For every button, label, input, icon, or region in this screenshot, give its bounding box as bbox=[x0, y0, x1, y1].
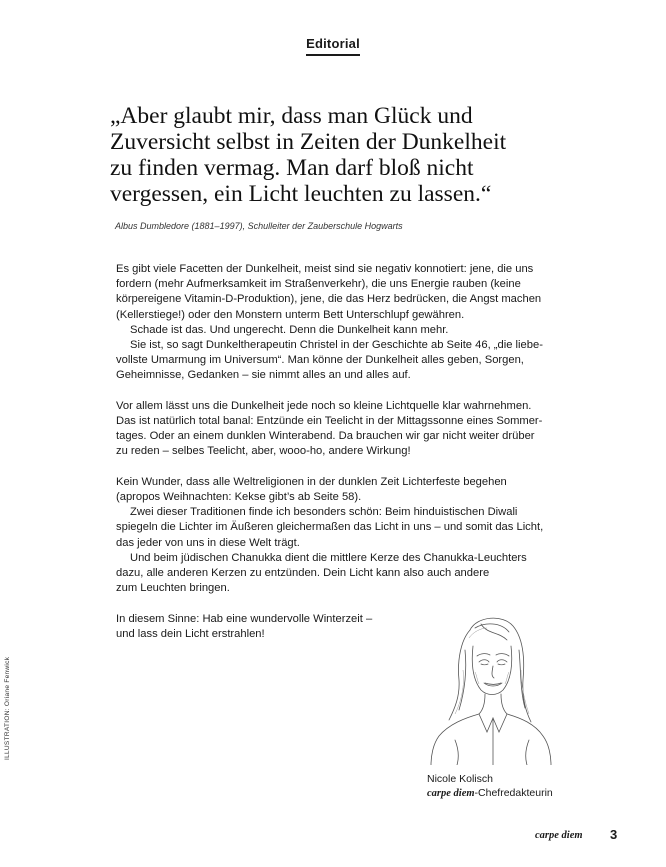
body-paragraph bbox=[116, 399, 556, 460]
body-line: spiegeln die Lichter im Äußeren gleichermaßen das Licht in uns – und somit das Licht, bbox=[116, 521, 544, 534]
author-role-line bbox=[427, 786, 553, 801]
quote-attribution: Albus Dumbledore (1881–1997), Schulleiter der Zauberschule Hogwarts bbox=[115, 221, 403, 231]
page-number: 3 bbox=[610, 827, 618, 842]
quote-line: zu finden vermag. Man darf bloß nicht bbox=[110, 155, 474, 181]
body-line: Schade ist das. Und ungerecht. Denn die Dunkelheit kann mehr. bbox=[130, 323, 449, 336]
body-line: Es gibt viele Facetten der Dunkelheit, meist sind sie negativ konnotiert: jene, die uns bbox=[116, 263, 534, 275]
quote-line: „Aber glaubt mir, dass man Glück und bbox=[110, 103, 473, 129]
body-line: und lass dein Licht erstrahlen! bbox=[116, 627, 265, 640]
author-role: -Chefredakteurin bbox=[474, 787, 553, 799]
body-line: fordern (mehr Aufmerksamkeit im Straßenverkehr), die uns Energie rauben (keine bbox=[116, 278, 521, 291]
body-line: dazu, alle anderen Kerzen zu entzünden. Dein Licht kann also auch andere bbox=[116, 567, 490, 580]
illustration-credit: ILLUSTRATION: Oriane Fenwick bbox=[4, 656, 11, 760]
body-line: körpereigene Vitamin-D-Produktion), jene, die das Herz bedrücken, die Angst machen bbox=[116, 293, 542, 306]
body-line: Kein Wunder, dass alle Weltreligionen in der dunklen Zeit Lichterfeste begehen bbox=[116, 475, 507, 488]
body-paragraph bbox=[116, 262, 556, 384]
body-line: (Kellerstiege!) oder den Monstern unterm Bett Unterschlupf gewähren. bbox=[116, 308, 465, 321]
section-label: Editorial bbox=[306, 36, 360, 56]
author-magazine: carpe diem bbox=[427, 788, 475, 799]
body-line: Geheimnisse, Gedanken – sie nimmt alles an und alles auf. bbox=[116, 369, 411, 382]
body-line: Vor allem lässt uns die Dunkelheit jede noch so kleine Lichtquelle klar wahrnehmen. bbox=[116, 399, 532, 412]
body-line: Sie ist, so sagt Dunkeltherapeutin Christel in der Geschichte ab Seite 46, „die liebe- bbox=[130, 339, 543, 352]
section-header bbox=[0, 35, 666, 56]
body-line: zum Leuchten bringen. bbox=[116, 582, 230, 595]
editorial-body bbox=[116, 262, 556, 657]
portrait-illustration bbox=[425, 610, 555, 765]
body-line: tages. Oder an einem dunklen Winterabend. Da brauchen wir gar nicht weiter drüber bbox=[116, 430, 535, 443]
pull-quote bbox=[110, 103, 540, 207]
quote-line: Zuversicht selbst in Zeiten der Dunkelheit bbox=[110, 129, 507, 155]
footer-magazine-name: carpe diem bbox=[535, 830, 583, 841]
quote-line: vergessen, ein Licht leuchten zu lassen.“ bbox=[110, 181, 492, 207]
author-portrait bbox=[425, 610, 555, 765]
body-line: Das ist natürlich total banal: Entzünde ein Teelicht in der Mittagssonne eines Sommer- bbox=[116, 415, 543, 428]
body-line: das jeder von uns in diese Welt trägt. bbox=[116, 536, 300, 549]
author-name: Nicole Kolisch bbox=[427, 773, 493, 785]
body-line: Und beim jüdischen Chanukka dient die mittlere Kerze des Chanukka-Leuchters bbox=[130, 551, 527, 564]
body-line: (apropos Weihnachten: Kekse gibt’s ab Seite 58). bbox=[116, 491, 362, 504]
body-line: vollste Umarmung im Universum“. Man könne der Dunkelheit alles geben, Sorgen, bbox=[116, 354, 524, 367]
body-paragraph bbox=[116, 475, 556, 597]
body-line: zu reden – selbes Teelicht, aber, wooo-ho, andere Wirkung! bbox=[116, 445, 411, 458]
body-line: Zwei dieser Traditionen finde ich besonders schön: Beim hinduistischen Diwali bbox=[130, 506, 518, 519]
body-line: In diesem Sinne: Hab eine wundervolle Winterzeit – bbox=[116, 612, 373, 625]
author-signature bbox=[427, 772, 553, 801]
